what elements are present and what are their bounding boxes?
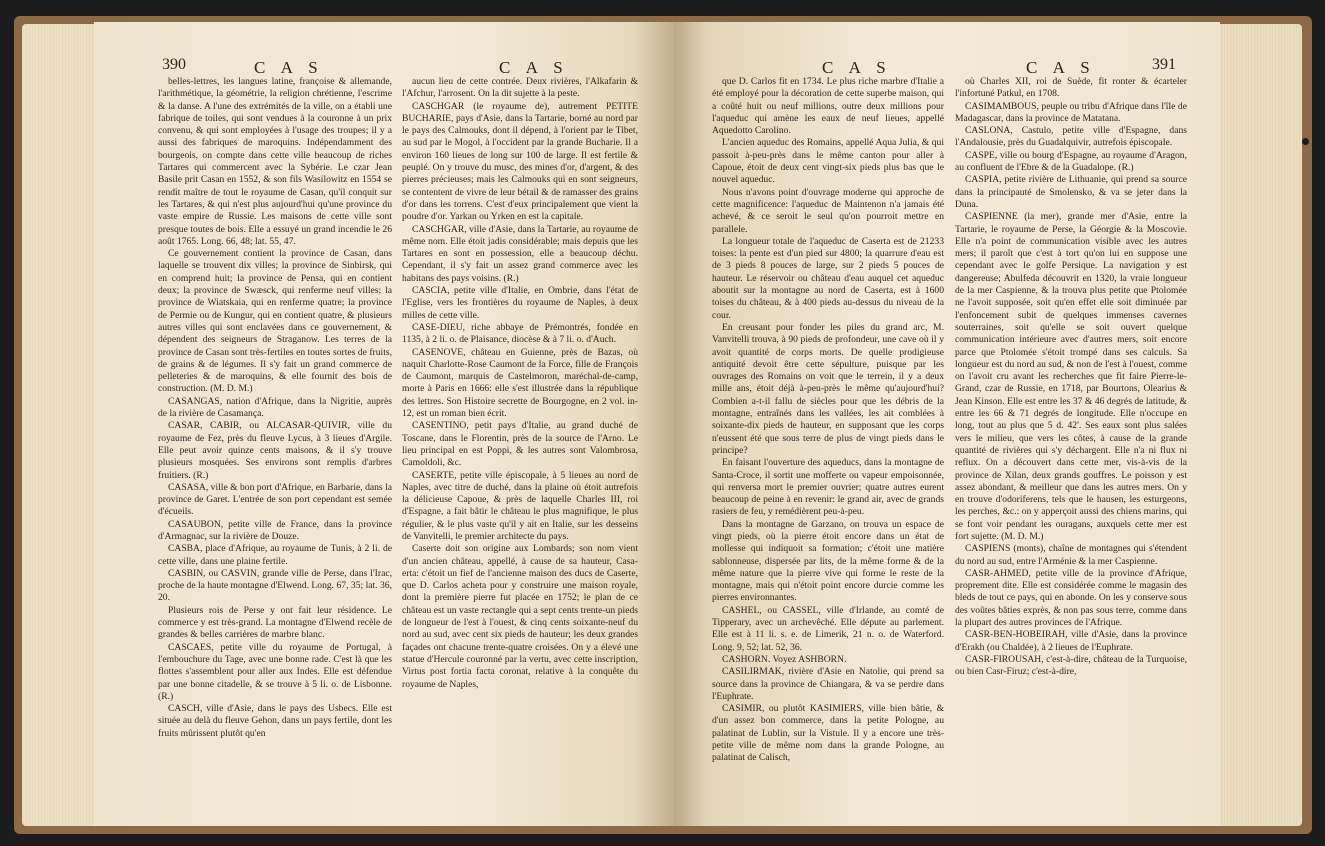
page-number: 390	[162, 56, 186, 73]
paragraph: CASAUBON, petite ville de France, dans la province d'Armagnac, sur la rivière de Douze.	[158, 518, 392, 542]
running-head: C A S	[499, 58, 569, 77]
paragraph: CASANGAS, nation d'Afrique, dans la Nigritie, auprès de la rivière de Casamança.	[158, 395, 392, 420]
text-column-right	[955, 76, 1187, 679]
paragraph: belles-lettres, les langues latine, françoise & allemande, l'arithmétique, la géométrie, la religion chrétienne, l'escrime & la danse. A l'une des extrémités de la ville, on a établi une fabrique de toiles, qui sont vendues à la couronne à un prix convenu, & qui sont employées à l'usage des troupes; il y a aussi des fabriques de maroquins. Indépendamment des bourgeois, on compte dans cette ville beaucoup de riches Tartares qui commercent avec la Sybérie. Le czar Jean Basile prit Casan en 1552, & son fils Wasilowitz en 1554 se rendit maître de tout le royaume de Casan, qu'il conquit sur les Tartares, & qui n'est plus aujourd'hui qu'une province du vaste empire de Russie. Les maisons de cette ville sont presque toutes de bois. Elle a essuyé un grand incendie le 26 août 1765. Long. 66, 48; lat. 55, 47.	[158, 76, 392, 247]
paragraph: CASCIA, petite ville d'Italie, en Ombrie, dans l'état de l'Eglise, vers les frontières du royaume de Naples, à deux milles de cette ville.	[402, 285, 638, 321]
paragraph: CASENTINO, petit pays d'Italie, au grand duché de Toscane, dans le Florentin, près de la source de l'Arno. Le lieu principal en est Poppi, & les autres sont Valombrosa, Camoldoli, &c.	[402, 420, 638, 469]
paragraph: CASILIRMAK, rivière d'Asie en Natolie, qui prend sa source dans la province de Chiangara, & va se perdre dans l'Euphrate.	[712, 666, 944, 702]
paragraph: CASPIA, petite rivière de Lithuanie, qui prend sa source dans la principauté de Smolensko, & va se jeter dans la Duna.	[955, 174, 1187, 210]
paragraph: CASE-DIEU, riche abbaye de Prémontrés, fondée en 1135, à 2 li. o. de Plaisance, diocèse & à 7 li. o. d'Auch.	[402, 321, 638, 346]
paragraph: CASPIENNE (la mer), grande mer d'Asie, entre la Tartarie, le royaume de Perse, la Géorgie & la Moscovie. Elle n'a point de communication visible avec les autres mers; il paroît que c'est à tort qu'on lui en suppose une cependant avec le golfe Persique. La navigation y est dangereuse; Abulfeda découvrit en 1320, la vraie longueur de la mer Caspienne, & la trouva plus petite que Ptolomée ne l'avoit supposée, soit qu'en effet elle soit diminuée par l'enfoncement subit de quelques immenses cavernes souterraines, soit qu'elle se soit ouvert quelque communication intérieure avec d'autres mers, soit encore parce que Ptolomée s'étoit trompé dans ses calculs. Sa longueur est du nord au sud, & non de l'est à l'ouest, comme on l'avoit cru avant les recherches que fit faire Pierre-le-Grand, czar de Russie, en 1718, par Bourtons, Olearius & Jean Kinson. Elle est entre les 37 & 46 degrés de latitude, & entre les 66 & 71 degrés de longitude. Elle n'occupe en long, tout au plus que 5 d. 42'. Ses eaux sont plus salées vers le milieu, que vers les côtes, à cause de la grande quantité de rivières qui s'y déchargent. Elle n'a ni flux ni reflux. On a découvert dans cette mer, vis-à-vis de la province de Xilan, deux grands gouffres. Le poisson y est assez abondant, & meilleur que dans les autres mers. On y en trouve d'odoriferens, tels que le hausen, les esturgeons, les perches, &c.: on y apperçoit aussi des chiens marins, qui se font voir pendant les ouragans, auxquels cette mer est fort sujette. (M. D. M.)	[955, 211, 1187, 542]
text-column-right	[402, 76, 638, 691]
paragraph: CASPIENS (monts), chaîne de montagnes qui s'étendent du nord au sud, entre l'Arménie & la mer Caspienne.	[955, 543, 1187, 567]
paragraph: La longueur totale de l'aqueduc de Caserta est de 21233 toises: la pente est d'un pied sur 4800; la quarrure d'eau est de 3 pieds 8 pouces de large, sur 2 pieds 5 pouces de hauteur. Le réservoir ou château d'eau auquel cet aqueduc aboutit sur la montagne au nord de Caserta, est à 1600 toises du château, & à 400 pieds au-dessus du niveau de la cour.	[712, 235, 944, 321]
text-column-left	[712, 76, 944, 765]
paragraph: aucun lieu de cette contrée. Deux rivières, l'Alkafarin & l'Afchur, l'arrosent. On la dit sujette à la peste.	[402, 76, 638, 100]
paragraph: CASPE, ville ou bourg d'Espagne, au royaume d'Aragon, au confluent de l'Ebre & de la Guadalope. (R.)	[955, 149, 1187, 174]
bullet-mark	[1302, 138, 1309, 145]
paragraph: Nous n'avons point d'ouvrage moderne qui approche de cette magnificence: l'aqueduc de Maintenon n'a jamais été achevé, & ce seroit le seul qu'on pourroit mettre en parallele.	[712, 186, 944, 235]
page-edges-right	[1220, 24, 1302, 826]
paragraph: CASCH, ville d'Asie, dans le pays des Usbecs. Elle est située au delà du fleuve Gehon, dans un pays fertile, dont les fruits mûrissent plutôt qu'en	[158, 703, 392, 739]
paragraph: CASCHGAR, ville d'Asie, dans la Tartarie, au royaume de même nom. Elle étoit jadis considérable; mais depuis que les Tartares en sont en possession, elle a beaucoup déchu. Cependant, il s'y fait un assez grand commerce avec les habitans des pays voisins. (R.)	[402, 223, 638, 284]
paragraph: CASBA, place d'Afrique, au royaume de Tunis, à 2 li. de cette ville, dans une plaine fertile.	[158, 543, 392, 567]
paragraph: CASIMAMBOUS, peuple ou tribu d'Afrique dans l'île de Madagascar, dans la province de Matatana.	[955, 100, 1187, 124]
paragraph: Ce gouvernement contient la province de Casan, dans laquelle se trouvent dix villes; la province de Sinbirsk, qui en comprend huit; la province de Pensa, qui en contient deux; la province de Swæsck, qui renferme neuf villes; la province de Wiatskaia, qui en renferme quatre; la province de Permie ou de Kungur, qui en contient quatre, & plusieurs autres villes qui sont enclavées dans ce gouvernement, & dépendent des seigneurs de Straganow. Les terres de la province de Casan sont très-fertiles en toutes sortes de fruits, de grains & de légumes. Il s'y fait un grand commerce de pelleteries & de maroquins, & elle fournit des bois de construction. (M. D. M.)	[158, 248, 392, 395]
paragraph: Plusieurs rois de Perse y ont fait leur résidence. Le commerce y est très-grand. La montagne d'Elwend recèle de grandes & belles carrières de marbre blanc.	[158, 604, 392, 641]
page-edges-left	[22, 24, 94, 826]
paragraph: CASR-FIROUSAH, c'est-à-dire, château de la Turquoise, ou bien Casr-Firuz; c'est-à-dire,	[955, 653, 1187, 678]
paragraph: Dans la montagne de Garzano, on trouva un espace de vingt pieds, où la pierre étoit encore dans un état de mollesse qui indiquoit sa formation; c'étoit une matière sablonneuse, dispersée par lits, de la même forme & de la même nature que la pierre vive qui forme le reste de la montagne, mais qui n'étoit point encore durcie comme les pierres environnantes.	[712, 518, 944, 604]
running-head: C A S	[254, 58, 324, 77]
paragraph: CASR-AHMED, petite ville de la province d'Afrique, proprement dite. Elle est considérée comme le magasin des bleds de tout ce pays, qui en abonde. On les y conserve sous des voûtes bâties exprès, & non pas sous terre, comme dans la plupart des autres provinces de l'Afrique.	[955, 567, 1187, 629]
paragraph: CASASA, ville & bon port d'Afrique, en Barbarie, dans la province de Garet. L'entrée de son port cependant est semée d'écueils.	[158, 481, 392, 518]
running-head: C A S	[1026, 58, 1096, 77]
paragraph: CASERTE, petite ville épiscopale, à 5 lieues au nord de Naples, avec titre de duché, dans la plaine où étoit autrefois la délicieuse Capoue, & près de laquelle Charles III, roi d'Espagne, a fait bâtir le château le plus magnifique, le plus régulier, & le plus vaste qu'il y ait en Italie, sur les desseins de Vanvitelli, le premier architecte du pays.	[402, 469, 638, 542]
paragraph: que D. Carlos fit en 1734. Le plus riche marbre d'Italie a été employé pour la décoration de cette superbe maison, qui a coûté huit ou neuf millions, outre deux millions pour l'aqueduc qui amène les eaux de neuf lieues, appellé Aquedotto Carolino.	[712, 76, 944, 137]
running-head: C A S	[822, 58, 892, 77]
paragraph: CASIMIR, ou plutôt KASIMIERS, ville bien bâtie, & d'un assez bon commerce, dans la petite Pologne, au palatinat de Lublin, sur la Vistule. Il y a encore une très-petite ville de même nom dans la grande Pologne, au palatinat de Calisch,	[712, 703, 944, 764]
paragraph: En faisant l'ouverture des aqueducs, dans la montagne de Santa-Croce, il sortit une mofferte ou vapeur empoisonnée, qui renversa mort le premier ouvrier; quatre autres eurent beaucoup de peine à en revenir: le grand air, avec de grands rasiers de feu, y remédièrent peu-à-peu.	[712, 457, 944, 518]
text-column-left	[158, 76, 392, 740]
right-page	[674, 22, 1220, 826]
paragraph: CASCAES, petite ville du royaume de Portugal, à l'embouchure du Tage, avec une bonne rade. C'est là que les flottes s'assemblent pour aller aux Indes. Elle est défendue par une bonne citadelle, & se trouve à 5 li. o. de Lisbonne. (R.)	[158, 641, 392, 702]
paragraph: CASR-BEN-HOBEIRAH, ville d'Asie, dans la province d'Erakh (ou Chaldée), à 2 lieues de l'Euphrate.	[955, 629, 1187, 653]
paragraph: L'ancien aqueduc des Romains, appellé Aqua Julia, & qui passoit à-peu-près dans le même canton pour aller à Capoue, étoit de deux cent vingt-six pieds plus bas que le nouvel aqueduc.	[712, 137, 944, 186]
paragraph: Caserte doit son origine aux Lombards; son nom vient d'un ancien château, appellé, à cause de sa hauteur, Casa-erta: c'étoit un fief de l'ancienne maison des ducs de Caserte, que D. Carlos acheta pour y construire une maison royale, dont la première pierre fut placée en 1752; le plan de ce château est un vaste rectangle qui a sept cents trente-un pieds de longueur de l'est à l'ouest, & cinq cents soixante-neuf du nord au sud, avec cent six pieds de hauteur; les deux grandes façades ont chacune trente-quatre croisées. On y a élevé une statue d'Hercule couronné par la vertu, avec cette inscription, Virtus post fortia facta coronat, relative à la conquête du royaume de Naples,	[402, 543, 638, 690]
paragraph: CASLONA, Castulo, petite ville d'Espagne, dans l'Andalousie, près du Guadalquivir, autrefois épiscopale.	[955, 125, 1187, 149]
paragraph: CASENOVE, château en Guienne, près de Bazas, où naquit Charlotte-Rose Caumont de la Force, fille de François de Caumont, marquis de Castelmoron, maréchal-de-camp, morte à Paris en 1666: elle s'est illustrée dans la république des lettres. Son Histoire secrette de Bourgogne, en 2 vol. in-12, est un roman bien écrit.	[402, 346, 638, 420]
paragraph: CASBIN, ou CASVIN, grande ville de Perse, dans l'Irac, proche de la haute montagne d'Elwend. Long. 67, 35; lat. 36, 20.	[158, 567, 392, 604]
page-number: 391	[1152, 56, 1176, 73]
paragraph: CASHEL, ou CASSEL, ville d'Irlande, au comté de Tipperary, avec un archevêché. Elle députe au parlement. Elle est à 11 li. s. e. de Limerik, 21 n. o. de Waterford. Long. 9, 52; lat. 52, 36.	[712, 604, 944, 653]
left-page	[94, 22, 674, 826]
paragraph: CASCHGAR (le royaume de), autrement PETITE BUCHARIE, pays d'Asie, dans la Tartarie, borné au nord par le pays des Calmouks, dont il dépend, à l'orient par le Tibet, au sud par le Mogol, à l'occident par la grande Bucharie. Il a environ 160 lieues de long sur 100 de large. Il est fertile & peuplé. On y trouve du musc, des mines d'or, d'argent, & des pierres précieuses; mais les Calmouks qui en sont seigneurs, se contentent de vivre de leur bétail & de ramasser des grains d'or dans les torrens. C'est d'eux principalement que vient la poudre d'or. Yarkan ou Yrken en est la capitale.	[402, 100, 638, 223]
paragraph: où Charles XII, roi de Suède, fit ronter & écarteler l'infortuné Patkul, en 1708.	[955, 76, 1187, 100]
paragraph: CASHORN. Voyez ASHBORN.	[722, 653, 847, 665]
paragraph: CASAR, CABIR, ou ALCASAR-QUIVIR, ville du royaume de Fez, près du fleuve Lycus, à 3 lieues d'Argile. Elle peut avoir quinze cents maisons, & il s'y trouve plusieurs mosquées. Ses environs sont remplis d'arbres fruitiers. (R.)	[158, 420, 392, 481]
paragraph: En creusant pour fonder les piles du grand arc, M. Vanvitelli trouva, à 90 pieds de profondeur, une cave où il y avoit quantité de corps morts. De quelle prodigieuse antiquité devoit être cette sépulture, puisque par les ouvrages des Romains on voit que le terrein, il y a deux mille ans, étoit déjà à-peu-près le même qu'aujourd'hui? Combien a-t-il fallu de siècles pour que les débris de la montagne, entraînés dans les vallées, les ait comblées à soixante-dix pieds de hauteur, en supposant que les corps n'eussent été que sous terre de plus de vingt pieds dans le principe?	[712, 321, 944, 456]
